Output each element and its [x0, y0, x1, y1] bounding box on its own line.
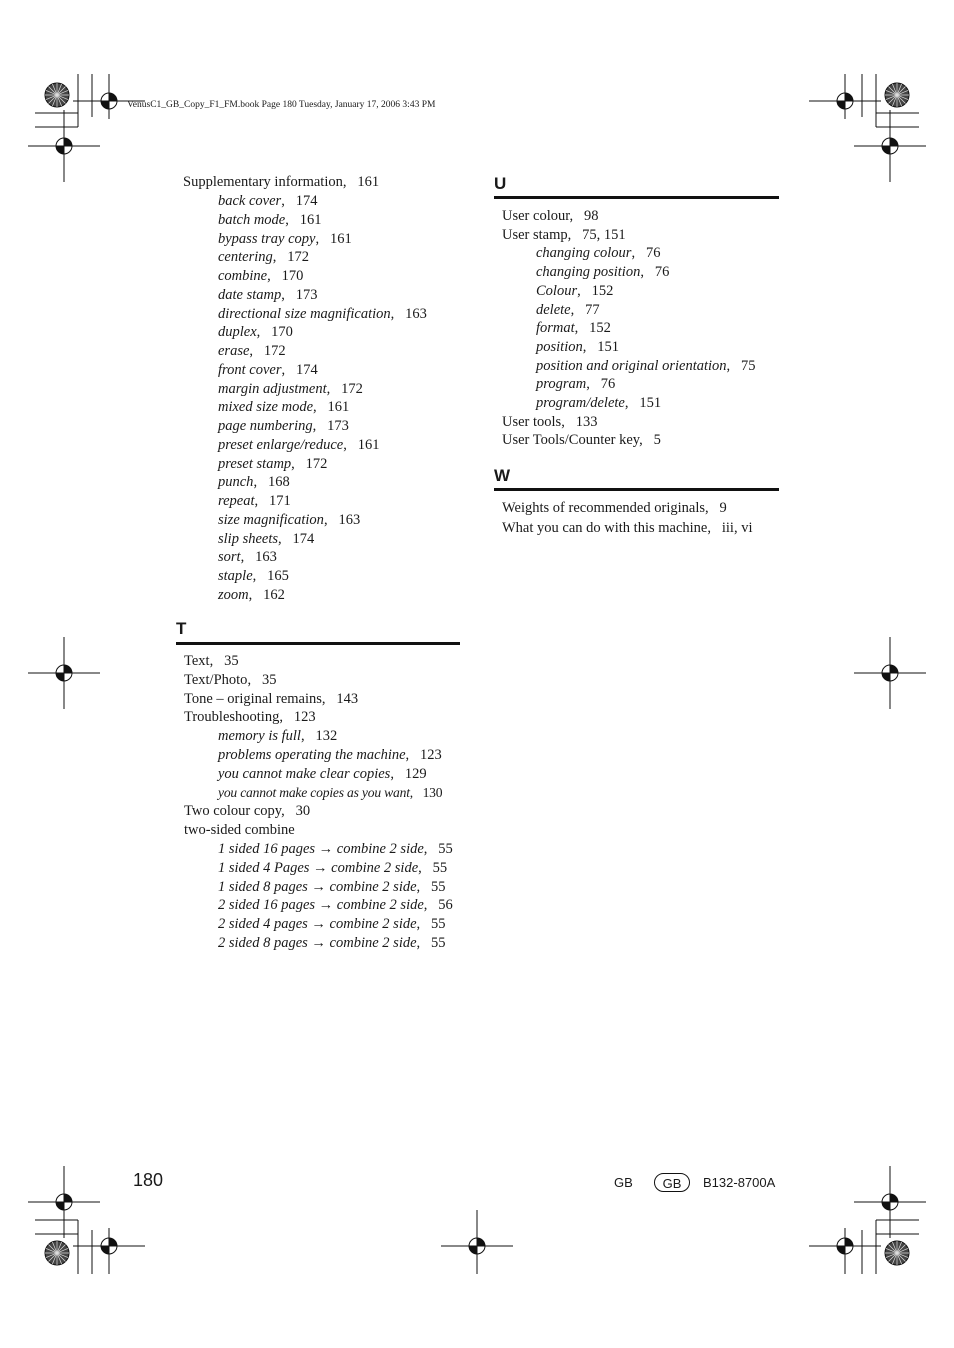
- index-term: position and original orientation: [536, 357, 727, 374]
- index-page-ref[interactable]: 56: [438, 897, 453, 914]
- index-subentry: position, 151: [536, 338, 619, 355]
- index-page-ref[interactable]: 5: [653, 432, 661, 449]
- index-page-ref[interactable]: 163: [405, 305, 427, 322]
- index-subentry: 2 sided 16 pages → combine 2 side, 56: [218, 897, 453, 914]
- index-term: User stamp: [502, 226, 568, 243]
- index-term: front cover: [218, 361, 282, 378]
- index-page-ref[interactable]: 133: [575, 413, 598, 430]
- index-subentry: combine, 170: [218, 268, 304, 284]
- index-term: User tools: [502, 413, 562, 430]
- index-page-ref[interactable]: 170: [271, 324, 293, 341]
- index-term: 1 sided 16 pages → combine 2 side: [218, 841, 424, 857]
- index-term: directional size magnification: [218, 305, 391, 322]
- index-page-ref[interactable]: 143: [336, 690, 359, 707]
- index-entry: [184, 821, 295, 839]
- index-page-ref[interactable]: 173: [295, 286, 318, 303]
- index-subentry: program/delete, 151: [536, 395, 662, 411]
- index-page-ref[interactable]: 168: [267, 474, 290, 491]
- index-term: centering: [218, 249, 273, 266]
- index-subentry: changing position, 76: [536, 264, 670, 281]
- section-letter-t: T: [176, 619, 187, 638]
- index-page-ref[interactable]: 35: [224, 653, 239, 669]
- index-page-ref[interactable]: 76: [600, 376, 616, 393]
- page-number: 180: [133, 1170, 164, 1190]
- index-page-ref[interactable]: 98: [583, 208, 599, 224]
- index-subentry: staple, 165: [218, 568, 289, 584]
- index-term: you cannot make copies as you want: [218, 784, 410, 800]
- index-term: Colour: [536, 282, 578, 299]
- index-term: Tone – original remains: [184, 690, 322, 707]
- index-subentry: bypass tray copy, 161: [218, 230, 352, 247]
- section-letter-u: U: [494, 174, 507, 193]
- index-term: 1 sided 4 Pages → combine 2 side: [218, 859, 419, 876]
- index-subentry: preset enlarge/reduce, 161: [218, 436, 380, 453]
- index-subentry: front cover, 174: [218, 361, 318, 378]
- index-term: punch: [218, 474, 254, 491]
- index-subentry: you cannot make clear copies, 129: [218, 765, 427, 782]
- index-subentry: changing colour, 76: [536, 245, 661, 262]
- index-page-ref[interactable]: 151: [639, 395, 662, 411]
- index-page-ref[interactable]: 132: [315, 728, 338, 745]
- index-term: mixed size mode: [218, 399, 314, 416]
- index-subentry: size magnification, 163: [218, 511, 361, 528]
- index-page-ref[interactable]: 171: [269, 493, 291, 509]
- index-subentry: punch, 168: [218, 474, 290, 491]
- index-term: Troubleshooting: [184, 709, 280, 726]
- index-term: preset enlarge/reduce: [218, 436, 344, 453]
- section-rule-u: [494, 196, 779, 199]
- index-subentry: repeat, 171: [218, 493, 291, 509]
- index-term: preset stamp: [218, 455, 292, 472]
- index-subentry: 2 sided 8 pages → combine 2 side, 55: [218, 935, 446, 951]
- index-term: slip sheets: [218, 530, 279, 547]
- index-subentry: 1 sided 8 pages → combine 2 side, 55: [218, 878, 446, 895]
- index-term: problems operating the machine: [218, 747, 406, 763]
- index-entry: Tone – original remains, 143: [184, 690, 359, 707]
- index-page-ref[interactable]: 170: [281, 268, 304, 284]
- index-term: duplex: [218, 324, 257, 341]
- index-term: program/delete: [536, 395, 625, 411]
- file-header: VenusC1_GB_Copy_F1_FM.book Page 180 Tuesday, January 17, 2006 3:43 PM: [127, 100, 436, 110]
- index-term: Text/Photo: [184, 671, 248, 688]
- index-subentry: back cover, 174: [218, 193, 318, 209]
- index-page-ref[interactable]: 162: [263, 586, 285, 603]
- index-subentry: program, 76: [536, 376, 616, 393]
- index-page-ref[interactable]: 123: [293, 709, 316, 726]
- index-term: Supplementary information: [183, 174, 343, 190]
- index-term: 1 sided 8 pages → combine 2 side: [218, 878, 417, 895]
- index-page-ref[interactable]: 123: [420, 747, 442, 763]
- index-term: sort: [218, 549, 241, 566]
- index-page-ref[interactable]: 152: [591, 282, 614, 299]
- index-subentry: problems operating the machine, 123: [218, 747, 442, 763]
- index-subentry: format, 152: [536, 320, 611, 337]
- index-term: back cover: [218, 193, 282, 209]
- index-subentry: duplex, 170: [218, 324, 293, 341]
- index-entry: Two colour copy, 30: [184, 803, 311, 820]
- index-subentry: Colour, 152: [536, 282, 614, 299]
- index-term: two-sided combine: [184, 822, 295, 839]
- index-page-ref[interactable]: 161: [329, 230, 352, 247]
- index-page-ref[interactable]: 174: [296, 361, 318, 378]
- index-entry: Weights of recommended originals, 9: [502, 500, 727, 516]
- index-page-ref[interactable]: 173: [327, 418, 349, 434]
- index-term: What you can do with this machine: [502, 520, 708, 536]
- index-page-ref[interactable]: 152: [589, 320, 611, 337]
- index-term: changing colour: [536, 245, 632, 262]
- index-term: erase: [218, 343, 250, 359]
- index-term: program: [536, 376, 587, 393]
- index-subentry: zoom, 162: [218, 586, 285, 603]
- index-page-ref[interactable]: 161: [357, 436, 380, 453]
- index-term: memory is full: [218, 728, 301, 745]
- index-page-ref[interactable]: 55: [438, 841, 453, 857]
- index-page-ref[interactable]: 55: [431, 878, 446, 895]
- index-term: staple: [218, 568, 253, 584]
- index-page-ref[interactable]: 9: [719, 500, 727, 516]
- index-subentry: batch mode, 161: [218, 211, 322, 228]
- index-subentry: preset stamp, 172: [218, 455, 328, 472]
- index-subentry: margin adjustment, 172: [218, 380, 363, 397]
- language-label: GB: [614, 1175, 633, 1190]
- index-page-ref[interactable]: 151: [597, 338, 619, 355]
- index-subentry: delete, 77: [536, 301, 600, 318]
- index-page-ref[interactable]: 161: [327, 399, 350, 416]
- index-page-ref[interactable]: 161: [299, 211, 322, 228]
- index-term: repeat: [218, 493, 255, 509]
- index-page-ref[interactable]: 165: [267, 568, 289, 584]
- index-page-ref[interactable]: 172: [341, 380, 363, 397]
- index-subentry: directional size magnification, 163: [218, 305, 427, 322]
- index-subentry: page numbering, 173: [218, 418, 349, 434]
- index-entry: User tools, 133: [502, 413, 598, 430]
- index-page-ref[interactable]: 174: [295, 193, 318, 209]
- index-term: Weights of recommended originals: [502, 500, 705, 516]
- index-subentry: you cannot make copies as you want, 130: [218, 784, 443, 800]
- index-entry: User stamp, 75, 151: [502, 226, 626, 243]
- index-subentry: sort, 163: [218, 549, 277, 566]
- index-term: User colour: [502, 208, 570, 224]
- index-term: batch mode: [218, 211, 286, 228]
- index-page-ref[interactable]: 77: [585, 301, 600, 318]
- index-subentry: memory is full, 132: [218, 728, 338, 745]
- index-page-ref[interactable]: 161: [357, 174, 380, 190]
- index-term: page numbering: [218, 418, 313, 434]
- index-page-ref[interactable]: 76: [654, 264, 670, 281]
- index-page-ref[interactable]: 75, 151: [582, 226, 626, 243]
- section-rule-w: [494, 488, 779, 491]
- index-term: combine: [218, 268, 268, 284]
- language-oval-badge: GB: [654, 1173, 690, 1192]
- index-term: 2 sided 4 pages → combine 2 side: [218, 916, 417, 933]
- index-entry: Supplementary information, 161: [183, 174, 380, 190]
- index-entry: What you can do with this machine, iii, vi: [502, 520, 753, 536]
- index-subentry: slip sheets, 174: [218, 530, 315, 547]
- index-term: 2 sided 8 pages → combine 2 side: [218, 935, 417, 951]
- index-page-ref[interactable]: 35: [261, 671, 277, 688]
- index-subentry: 1 sided 16 pages → combine 2 side, 55: [218, 841, 453, 857]
- index-term: Text: [184, 653, 210, 669]
- index-entry: Troubleshooting, 123: [184, 709, 316, 726]
- index-term: margin adjustment: [218, 380, 327, 397]
- index-page-ref[interactable]: 30: [295, 803, 311, 820]
- index-subentry: date stamp, 173: [218, 286, 318, 303]
- index-subentry: 2 sided 4 pages → combine 2 side, 55: [218, 916, 446, 933]
- index-term: bypass tray copy: [218, 230, 316, 247]
- index-page-ref[interactable]: iii, vi: [721, 520, 753, 536]
- index-term: you cannot make clear copies: [218, 765, 391, 782]
- section-letter-w: W: [494, 466, 511, 485]
- index-page-ref[interactable]: 55: [431, 916, 446, 933]
- index-page-ref[interactable]: 172: [287, 249, 310, 266]
- index-entry: User Tools/Counter key, 5: [502, 432, 661, 449]
- index-page-ref[interactable]: 129: [404, 765, 427, 782]
- index-term: changing position: [536, 264, 641, 281]
- index-entry: User colour, 98: [502, 208, 599, 224]
- index-page-ref[interactable]: 163: [338, 511, 361, 528]
- index-subentry: 1 sided 4 Pages → combine 2 side, 55: [218, 859, 448, 876]
- index-subentry: erase, 172: [218, 343, 286, 359]
- index-entry: Text/Photo, 35: [184, 671, 277, 688]
- index-subentry: position and original orientation, 75: [536, 357, 756, 374]
- index-term: zoom: [218, 586, 249, 603]
- index-term: delete: [536, 301, 571, 318]
- index-page-ref[interactable]: 174: [292, 530, 315, 547]
- index-term: Two colour copy: [184, 803, 282, 820]
- index-term: date stamp: [218, 286, 282, 303]
- index-page-ref[interactable]: 172: [263, 343, 286, 359]
- index-term: User Tools/Counter key: [502, 432, 640, 449]
- index-page-ref[interactable]: 172: [305, 455, 328, 472]
- index-page-ref[interactable]: 130: [422, 784, 443, 800]
- index-subentry: centering, 172: [218, 249, 310, 266]
- index-page-ref[interactable]: 76: [645, 245, 661, 262]
- section-rule-t: [176, 642, 460, 645]
- index-subentry: mixed size mode, 161: [218, 399, 350, 416]
- index-entry: Text, 35: [184, 653, 239, 669]
- index-page-ref[interactable]: 163: [255, 549, 277, 566]
- index-term: size magnification: [218, 511, 324, 528]
- index-term: format: [536, 320, 575, 337]
- index-page-ref[interactable]: 75: [741, 357, 756, 374]
- index-page-ref[interactable]: 55: [431, 935, 446, 951]
- document-code: B132-8700A: [703, 1175, 776, 1190]
- index-page-ref[interactable]: 55: [432, 859, 448, 876]
- index-term: 2 sided 16 pages → combine 2 side: [218, 897, 424, 914]
- index-term: position: [536, 338, 583, 355]
